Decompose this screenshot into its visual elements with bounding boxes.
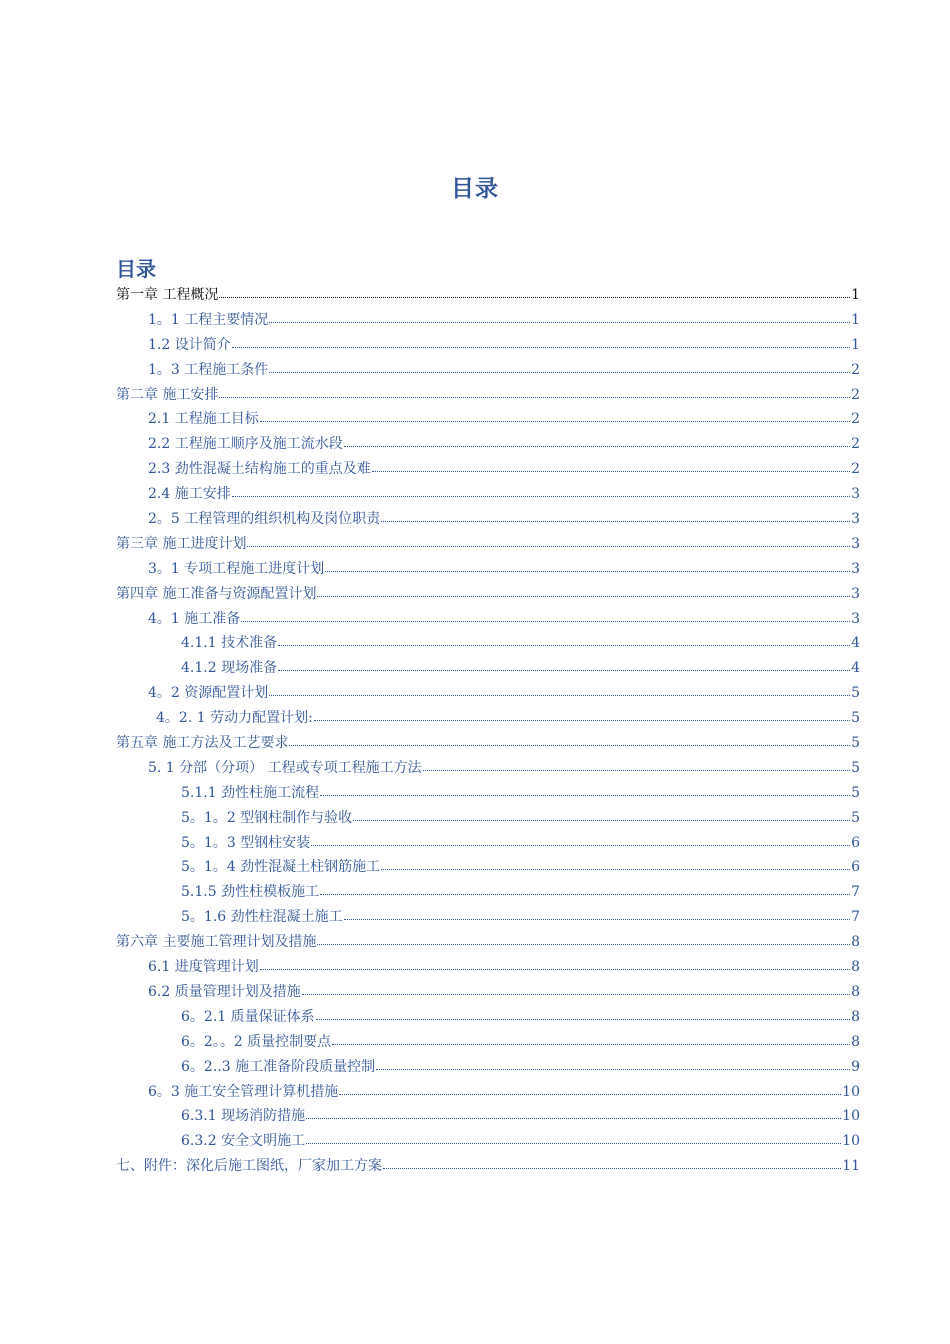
dot-leader [353,808,850,821]
toc-entry-title: 6.3.2 安全文明施工 [181,1133,306,1150]
toc-page-number: 1 [851,287,860,303]
toc-entry[interactable] [116,681,860,706]
dot-leader [339,1082,841,1095]
dot-leader [317,584,850,597]
toc-entry-title: 5. 1 分部（分项） 工程或专项工程施工方法 [148,759,422,776]
toc-entry-title: 第五章 施工方法及工艺要求 [116,735,289,752]
toc-entry[interactable] [116,955,860,980]
dot-leader [260,409,850,422]
toc-page-number: 8 [851,959,860,976]
toc-entry[interactable] [116,631,860,656]
toc-entry[interactable] [116,358,860,383]
dot-leader [306,1131,841,1144]
toc-entry[interactable] [116,880,860,905]
toc-entry[interactable] [116,407,860,432]
toc-page-number: 5 [851,784,860,801]
toc-entry-title: 4.1.1 技术准备 [181,635,278,652]
toc-entry[interactable] [116,806,860,831]
toc-entry-title: 5.1.1 劲性柱施工流程 [181,784,320,801]
dot-leader [372,459,850,472]
toc-page-number: 4 [851,635,860,652]
toc-entry[interactable] [116,1005,860,1030]
toc-page-number: 2 [851,386,860,403]
toc-entry[interactable] [116,930,860,955]
dot-leader [381,857,850,870]
dot-leader [311,833,850,846]
dot-leader [423,758,850,771]
toc-page-number: 3 [851,535,860,552]
dot-leader [383,1156,841,1169]
toc-entry[interactable] [116,831,860,856]
toc-entry[interactable] [116,905,860,930]
dot-leader [241,609,850,622]
toc-entry[interactable] [116,383,860,408]
toc-entry[interactable] [116,507,860,532]
dot-leader [269,310,850,323]
toc-entry-title: 4。1 施工准备 [148,610,241,627]
dot-leader [247,534,850,547]
toc-page-number: 10 [842,1108,860,1125]
dot-leader [316,1007,850,1020]
toc-page-number: 10 [842,1133,860,1150]
toc-page-number: 9 [851,1058,860,1075]
toc-page-number: 2 [851,436,860,453]
toc-entry-title: 第三章 施工进度计划 [116,535,247,552]
toc-page-number: 2 [851,411,860,428]
toc-entry-title: 6.1 进度管理计划 [148,959,259,976]
toc-entry-title: 5。1。4 劲性混凝土柱钢筋施工 [181,859,381,876]
toc-page-number: 7 [851,909,860,926]
toc-entry-title: 2.1 工程施工目标 [148,411,259,428]
toc-page-number: 5 [851,809,860,826]
toc-entry-title: 第二章 施工安排 [116,386,219,403]
toc-entry[interactable] [116,1129,860,1154]
toc-entry[interactable] [116,781,860,806]
toc-entry-title: 2。5 工程管理的组织机构及岗位职责 [148,511,381,528]
toc-page-number: 8 [851,1008,860,1025]
toc-page-number: 8 [851,934,860,951]
toc-entry[interactable] [116,333,860,358]
dot-leader [278,658,850,671]
toc-entry[interactable] [116,308,860,333]
toc-entry[interactable] [116,731,860,756]
toc-entry[interactable] [116,656,860,681]
toc-page-number: 5 [851,759,860,776]
toc-entry-title: 6.2 质量管理计划及措施 [148,983,301,1000]
toc-entry-title: 6。2。。2 质量控制要点 [181,1033,332,1050]
toc-entry-title: 2.4 施工安排 [148,486,231,503]
toc-entry-title: 1。3 工程施工条件 [148,361,269,378]
toc-entry[interactable] [116,706,860,731]
toc-entry-title: 4。2 资源配置计划 [148,685,269,702]
toc-page-number: 2 [851,361,860,378]
toc-entry[interactable] [116,1080,860,1105]
table-of-contents [116,283,860,1179]
dot-leader [289,733,850,746]
dot-leader [219,285,850,298]
toc-page-number: 10 [842,1083,860,1100]
toc-entry[interactable] [116,482,860,507]
toc-entry[interactable] [116,283,860,308]
toc-entry[interactable] [116,1030,860,1055]
toc-page-number: 4 [851,660,860,677]
toc-entry-title: 5。1.6 劲性柱混凝土施工 [181,909,343,926]
toc-page-number: 5 [851,685,860,702]
toc-entry-title: 4。2. 1 劳动力配置计划: [156,710,313,727]
toc-entry[interactable] [116,756,860,781]
toc-page-number: 6 [851,859,860,876]
dot-leader [314,708,850,721]
toc-entry[interactable] [116,1055,860,1080]
toc-entry[interactable] [116,457,860,482]
toc-page-number: 1 [851,311,860,328]
toc-entry-title: 第四章 施工准备与资源配置计划 [116,585,317,602]
toc-entry-title: 第六章 主要施工管理计划及措施 [116,934,317,951]
dot-leader [269,683,850,696]
toc-entry-title: 1.2 设计简介 [148,336,231,353]
toc-entry[interactable] [116,582,860,607]
toc-entry[interactable] [116,532,860,557]
toc-entry-title: 5。1。3 型钢柱安装 [181,834,311,851]
toc-page-number: 2 [851,461,860,478]
dot-leader [381,509,850,522]
page-title: 目录 [451,176,499,202]
toc-entry-title: 1。1 工程主要情况 [148,311,269,328]
dot-leader [320,783,850,796]
toc-entry-title: 6。2..3 施工准备阶段质量控制 [181,1058,376,1075]
toc-entry[interactable] [116,432,860,457]
dot-leader [219,385,850,398]
toc-page-number: 11 [842,1158,860,1175]
toc-entry-title: 5.1.5 劲性柱模板施工 [181,884,320,901]
toc-page-number: 7 [851,884,860,901]
toc-entry[interactable] [116,980,860,1005]
dot-leader [344,434,850,447]
toc-entry-title: 4.1.2 现场准备 [181,660,278,677]
dot-leader [320,882,850,895]
dot-leader [260,957,850,970]
dot-leader [232,335,850,348]
toc-entry-title: 6.3.1 现场消防措施 [181,1108,306,1125]
toc-entry[interactable] [116,855,860,880]
toc-entry-title: 2.3 劲性混凝土结构施工的重点及难 [148,461,371,478]
toc-page-number: 8 [851,983,860,1000]
dot-leader [325,559,850,572]
toc-entry[interactable] [116,557,860,582]
toc-entry-title: 3。1 专项工程施工进度计划 [148,560,325,577]
toc-entry[interactable] [116,607,860,632]
toc-page-number: 3 [851,610,860,627]
toc-entry[interactable] [116,1104,860,1129]
toc-entry-title: 2.2 工程施工顺序及施工流水段 [148,436,343,453]
dot-leader [269,360,850,373]
toc-page-number: 3 [851,486,860,503]
toc-entry-title: 6。2.1 质量保证体系 [181,1008,315,1025]
toc-page-number: 1 [851,336,860,353]
toc-page-number: 3 [851,585,860,602]
toc-entry-title: 5。1。2 型钢柱制作与验收 [181,809,353,826]
toc-heading: 目录 [116,257,156,281]
toc-page-number: 5 [851,710,860,727]
toc-entry-title: 6。3 施工安全管理计算机措施 [148,1083,339,1100]
dot-leader [332,1032,850,1045]
dot-leader [344,907,850,920]
toc-page-number: 3 [851,560,860,577]
toc-page-number: 3 [851,511,860,528]
dot-leader [278,633,850,646]
toc-page-number: 8 [851,1033,860,1050]
dot-leader [232,484,850,497]
toc-entry-title: 七、附件：深化后施工图纸，厂家加工方案 [116,1158,382,1175]
dot-leader [306,1106,841,1119]
toc-page-number: 6 [851,834,860,851]
dot-leader [317,932,850,945]
dot-leader [376,1057,850,1070]
toc-entry[interactable] [116,1154,860,1179]
toc-entry-title: 第一章 工程概况 [116,287,219,303]
toc-page-number: 5 [851,735,860,752]
dot-leader [302,982,850,995]
